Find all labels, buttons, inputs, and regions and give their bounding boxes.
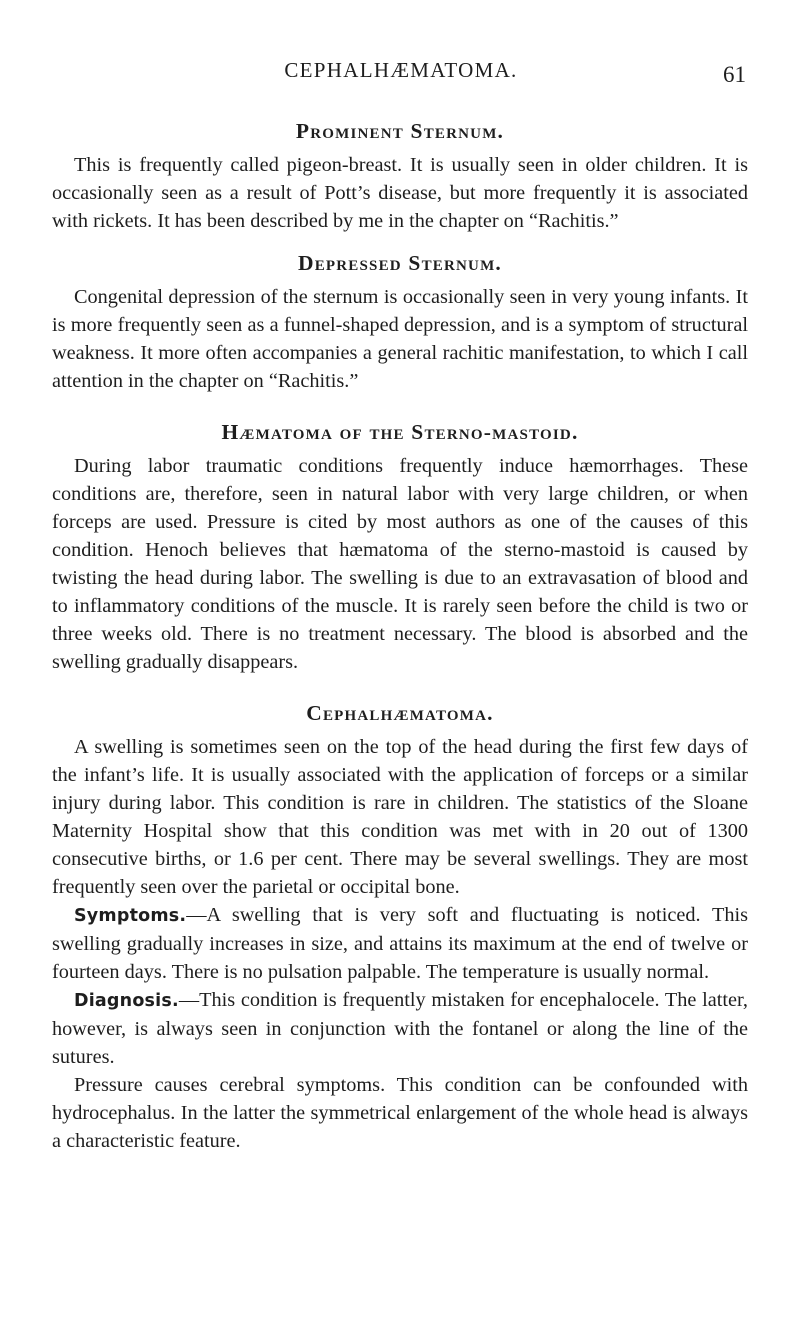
section-heading: Prominent Sternum. xyxy=(295,119,505,143)
subsection-text: —A swelling that is very soft and fluctuating is noticed. This swelling gradually increases in size, and attains its maximum at the end of twelve or fourteen days. There is no pulsation palpable. The temperature is usually normal. xyxy=(52,904,748,983)
paragraph: Congenital depression of the sternum is occasionally seen in very young infants. It is more frequently seen as a funnel-shaped depression, and is a symptom of structural weakness. It more often accompanies a general rachitic manifestation, to which I call attention in the chapter on “Rachitis.” xyxy=(52,286,748,392)
section-heading: Depressed Sternum. xyxy=(297,251,503,275)
section-depressed-sternum xyxy=(52,250,748,395)
body-text xyxy=(52,118,748,1155)
section-heading: Cephalhæmatoma. xyxy=(306,701,494,725)
section-haematoma-sterno-mastoid xyxy=(52,419,748,676)
paragraph: Pressure causes cerebral symptoms. This condition can be confounded with hydrocephalus. In the latter the symmetrical enlargement of the whole head is always a characteristic feature. xyxy=(52,1074,748,1152)
paragraph: This is frequently called pigeon-breast. It is usually seen in older children. It is occasionally seen as a result of Pott’s disease, but more frequently it is associated with rickets. It has been described by me in the chapter on “Rachitis.” xyxy=(52,154,748,232)
paragraph: A swelling is sometimes seen on the top of the head during the first few days of the infant’s life. It is usually associated with the application of forceps or a similar injury during labor. This condition is rare in children. The statistics of the Sloane Maternity Hospital show that this condition was met with in 20 out of 1300 consecutive births, or 1.6 per cent. There may be several swellings. They are most frequently seen over the parietal or occipital bone. xyxy=(52,736,748,898)
page-number: 61 xyxy=(723,62,746,87)
symptoms-paragraph xyxy=(52,901,748,986)
paragraph: During labor traumatic conditions frequently induce hæmorrhages. These conditions are, therefore, seen in natural labor with very large children, or when forceps are used. Pressure is cited by most authors as one of the causes of this condition. Henoch believes that hæmatoma of the sterno-mastoid is caused by twisting the head during labor. The swelling is due to an extravasation of blood and to inflammatory conditions of the muscle. It is rarely seen before the child is two or three weeks old. There is no treatment necessary. The blood is absorbed and the swelling gradually disappears. xyxy=(52,455,748,673)
section-heading: Hæmatoma of the Sterno-mastoid. xyxy=(221,420,579,444)
run-in-heading: Diagnosis. xyxy=(74,991,179,1011)
section-prominent-sternum xyxy=(52,118,748,235)
section-cephalhaematoma xyxy=(52,700,748,1155)
run-in-heading: Symptoms. xyxy=(74,906,187,926)
running-title: CEPHALHÆMATOMA. xyxy=(284,58,518,82)
running-head xyxy=(0,58,800,88)
subsection-text: —This condition is frequently mistaken for encephalocele. The latter, however, is always seen in conjunction with the fontanel or along the line of the sutures. xyxy=(52,989,748,1068)
diagnosis-paragraph xyxy=(52,986,748,1071)
